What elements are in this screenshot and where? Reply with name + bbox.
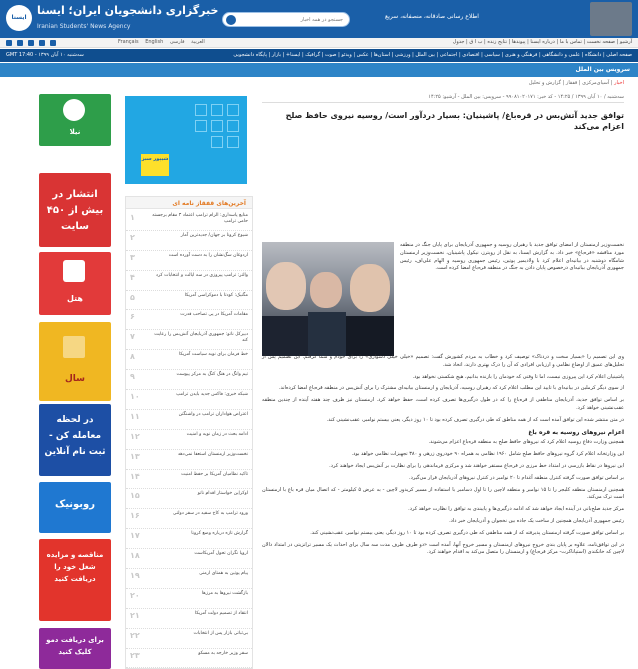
article-paragraph: بر اساس توافق صورت گرفته ارمنستان پذیرفته که از همه مناطقی که طی درگیری تصرف کرده بود تا ۱۰ روز دیگر، یعنی بیستم نوامبر، عقب‌نشینی کند. [310, 529, 624, 536]
decor-square [211, 120, 223, 132]
agency-name-english: Iranian Students' News Agency [37, 23, 131, 30]
item-number: ۱۱ [130, 411, 140, 421]
decor-square [211, 104, 223, 116]
item-number: ۱۴ [130, 471, 140, 481]
sidebar-item-label[interactable]: خط فرمان برای نوبه سیاست آمریکا [178, 352, 248, 358]
sidebar-item-label[interactable]: تیم وانگ در هنگ کنگ به مرکز پیوست [176, 372, 248, 378]
decor-square [211, 136, 223, 148]
sidebar-news-item[interactable] [126, 450, 252, 470]
article-paragraph: در این توافق‌نامه، علاوه بر پایان بندی خروج نیروهای ارمنستان و مسیر خروج آنها، آمده است «دو طرف ظرف مدت سه سال برای احداث یک مسیر ترانزیتی در امتداد دالان لاچین که خانکندی (استپاناکرت- مرکز قره‌باغ) و ارمنستان را متصل می‌کند به اقدام خواهند کرد. [262, 541, 624, 556]
ad-banners [39, 94, 111, 669]
ad-text: روبونیک [54, 499, 96, 510]
item-number: ۶ [130, 312, 135, 322]
ad-text: نیلا [69, 128, 81, 136]
sidebar-news-item[interactable] [126, 609, 252, 629]
sidebar-news-item[interactable] [126, 350, 252, 370]
sidebar-news-item[interactable] [126, 291, 252, 311]
promo-banner[interactable] [125, 96, 247, 184]
sidebar-news-item[interactable] [126, 549, 252, 569]
sidebar-list [126, 211, 252, 668]
search-icon[interactable] [226, 15, 236, 25]
item-number: ۲۲ [130, 630, 140, 640]
hotel-icon [63, 260, 85, 282]
article-paragraph: وی این تصمیم را «بسیار سخت و دردناک» توصیف کرد و خطاب به مردم کشورش گفت: تصمیم «خیلی خیلی دشواری» را برای خودم و شما گرفتم. این تصمیم پس از تحلیل‌های عمیق از اوضاع نظامی و ارزیابی افرادی که آن را درک بهتری دارند، اتخاذ شد. [262, 354, 624, 368]
person-face [350, 264, 390, 312]
person-face [266, 262, 306, 310]
article-paragraph: این وزارتخانه اعلام کرد گروه نیروهای حافظ صلح شامل ۱۹۶۰ نظامی به همراه ۹۰ خودروی زرهی و ۳۸۰ تجهیزات نظامی خواهد بود. [351, 451, 624, 458]
item-number: ۳ [130, 252, 135, 262]
lang-arabic[interactable]: العربية [191, 39, 205, 45]
sidebar-item-label[interactable]: اردوغان سگ‌نشان را به دست آورده است [168, 252, 248, 258]
item-number: ۵ [130, 292, 135, 302]
item-number: ۲ [130, 232, 135, 242]
sidebar-news-item[interactable] [126, 649, 252, 669]
sidebar-item-label[interactable]: بازگشت نیروها به مرزها [201, 590, 248, 596]
social-links [6, 40, 59, 48]
language-bar [0, 38, 638, 48]
ad-text: سال [64, 374, 86, 384]
sidebar-item-label[interactable]: انتقاد از تصمیم دولت آمریکا [194, 610, 248, 616]
item-number: ۱۰ [130, 392, 140, 402]
ad-text: در لحظه معامله کن - ثبت نام آنلاین [44, 415, 106, 457]
article-title: توافق جدید آتش‌بس در قره‌باغ/ پاشینیان: بسیار دردآور است/ روسیه نیروی حافظ صلح اعزام می‌کند [285, 111, 624, 131]
article-paragraph: این نیروها در نقاط بازرسی در امتداد خط مرزی در قره‌باغ مستقر خواهند شد و مرکزی فرماندهی را برای نظارت بر آتش‌بس ایجاد خواهند کرد. [329, 462, 624, 469]
article-paragraph: بر اساس توافق صورت گرفته کنترل منطقه آغدام تا ۲۰ نوامبر در کنترل نیروهای آذربایجان قرار می‌گیرد. [409, 474, 624, 481]
sidebar-item-label[interactable]: اوکراین خواستار اقدام ناتو [197, 491, 248, 497]
sidebar-news-item[interactable] [126, 430, 252, 450]
ad-banner-nila[interactable] [39, 94, 111, 146]
sidebar-item-label[interactable]: اروپا نگران تحول آمریکاست [194, 551, 248, 557]
sidebar-news-item[interactable] [126, 629, 252, 649]
article-lead: نخست‌وزیر ارمنستان از امضای توافق جدید با رهبران روسیه و جمهوری آذربایجان برای پایان جنگ در منطقه مورد مناقشه «قره‌باغ» خبر داد. به گزارش ایسنا، به نقل از رویترز، نیکول پاشینیان، نخست‌وزیر ارمنستان شامگاه دوشنبه در بیانیه‌ای اعلام کرد با ولادیمیر پوتین، رئیس جمهوری روسیه و الهام علی‌اف، رئیس جمهوری آذربایجان بیانیه‌ای درخصوص پایان دادن به جنگ در منطقه قره‌باغ امضا کرده است. [400, 242, 624, 272]
item-number: ۱۸ [130, 551, 140, 561]
sidebar-news-item[interactable] [126, 231, 252, 251]
leader-portrait [590, 2, 632, 36]
item-number: ۱۳ [130, 451, 140, 461]
breadcrumb: اخبار | آسیای‌مرکزی | قفقاز | گزارش و تحلیل [528, 80, 624, 86]
nav-menu[interactable]: صفحه اصلی | دانشگاه | علمی و دانشگاهی | فرهنگی و هنری | سیاسی | اقتصادی | اجتماعی | بین الملل | ورزشی | استان‌ها | عکس | ویدئو | صوت | گرافیک | ایسنا+ | بازار | پایگاه دانشجویی [233, 52, 632, 58]
language-selector [118, 39, 210, 45]
sidebar-item-label[interactable]: دبیرکل ناتو: جمهوری آذربایجان آتش‌بس را رعایت کند [154, 332, 248, 343]
sidebar-item-label[interactable]: نخست‌وزیر ارمنستان استعفا نمی‌دهد [177, 451, 248, 457]
sidebar-news-item[interactable] [126, 370, 252, 390]
instagram-icon[interactable] [28, 40, 34, 46]
item-number: ۲۰ [130, 590, 140, 600]
article-paragraph: همچنین وزارت دفاع روسیه اعلام کرد که نیروهای حافظ صلح به منطقه قره‌باغ اعزام می‌شوند. [428, 439, 624, 446]
latest-news-sidebar [125, 196, 253, 669]
item-number: ۱۲ [130, 431, 140, 441]
isna-logo[interactable]: ایسنا [6, 5, 32, 31]
item-number: ۲۳ [130, 650, 140, 660]
sidebar-news-item[interactable] [126, 509, 252, 529]
section-bar [0, 63, 638, 77]
breadcrumb-current: گزارش و تحلیل [528, 80, 562, 86]
sidebar-item-label[interactable]: ادامه بحث در زمان نوبه و امنیت [186, 431, 248, 437]
sidebar-item-label[interactable]: والتر: ترامپ پیروزی در سه ایالت و انتخابات کرد [155, 272, 248, 278]
section-title[interactable]: سرویس بین الملل [575, 66, 630, 73]
ad-text: انتشار در بیش از ۴۵۰ سایت [46, 189, 104, 232]
article-paragraph: رئیس جمهوری آذربایجان همچنین از ساخت یک جاده بین نخجوان و آذربایجان خبر داد. [449, 517, 624, 524]
sidebar-news-item[interactable] [126, 529, 252, 549]
sidebar-news-item[interactable] [126, 569, 252, 589]
lang-english[interactable]: English [145, 39, 164, 45]
item-number: ۷ [130, 332, 135, 342]
sidebar-news-item[interactable] [126, 470, 252, 490]
agency-name: خبرگزاری دانشجویان ایران؛ ایسنا [37, 4, 219, 17]
ad-text: مناقصه و مزایده شغل خود را دریافت کنید [46, 551, 104, 583]
article [262, 94, 624, 669]
check-icon [63, 99, 85, 121]
article-paragraph: در متن منتشر شده این توافق آمده است که از همه مناطق که طی درگیری تصرف کرده بود تا ۱۰ روز دیگر، یعنی بیستم نوامبر، عقب‌نشینی کند. [326, 416, 624, 423]
sidebar-news-item[interactable] [126, 271, 252, 291]
ad-banner-trade[interactable] [39, 404, 111, 476]
ad-banner-robonic[interactable] [39, 482, 111, 533]
decor-square [227, 104, 239, 116]
decor-square [227, 120, 239, 132]
person-suit [308, 312, 346, 356]
ad-text: برای دریافت دمو کلیک کنید [46, 636, 104, 656]
article-meta: سه‌شنبه / ۱۰ آبان ۱۳۹۹ / ۱۴:۲۵ - کد خبر: ۹۹۰۸۱۰۲۰۱۷۱ - سرویس: بین الملل - آرشیو: ۱۴:۲۵ [262, 94, 624, 103]
sidebar-news-item[interactable] [126, 211, 252, 231]
lang-french[interactable]: Français [118, 39, 139, 45]
decor-square [227, 136, 239, 148]
item-number: ۱۹ [130, 571, 140, 581]
article-paragraph: همچنین ارمنستان منطقه کلبجر را تا ۱۵ نوامبر و منطقه لاچین را تا اول دسامبر با استفاده از مسیر کریدور لاچین - به عرض ۵ کیلومتر - که اتصال میان قره باغ با ارمنستان است ترک می‌کند. [262, 486, 624, 501]
current-date: سه‌شنبه ۱۰ آبان ۱۳۹۹ - GMT 17:40 [6, 52, 84, 58]
item-number: ۲۱ [130, 610, 140, 620]
sidebar-news-item[interactable] [126, 330, 252, 350]
top-links[interactable]: آرشیو | صفحه نخست | تماس با ما | درباره ایسنا | پیوندها | نتایج زنده | ب ا ق | جدول [452, 39, 632, 45]
sidebar-item-label[interactable]: مقامات آمریکا در پی تصاحب قدرت [180, 312, 248, 318]
item-number: ۸ [130, 352, 135, 362]
header-slogan: اطلاع رسانی صادقانه، منصفانه، سریع [385, 13, 479, 20]
item-number: ۱ [130, 213, 135, 222]
search-box[interactable] [222, 12, 350, 27]
person-suit [262, 316, 312, 356]
item-number: ۹ [130, 372, 135, 382]
breadcrumb-item-caucasus[interactable]: قفقاز [565, 80, 578, 86]
article-subheading: اعزام نیروهای روسیه به قره باغ [528, 428, 624, 436]
ad-banner-publish[interactable] [39, 173, 111, 247]
sidebar-item-label[interactable]: شبکه خبری: فاکس جدید بایدن ترامپ [176, 392, 248, 398]
sidebar-item-label[interactable]: پیام پوتین به همتای ارمنی [199, 571, 248, 577]
article-photo [262, 242, 394, 356]
breadcrumb-item-central-asia[interactable]: آسیای‌مرکزی [582, 80, 610, 86]
decor-square [195, 104, 207, 116]
sidebar-title: آخرین‌های قفقاز‌‌ نامه ای [172, 200, 246, 207]
facebook-icon[interactable] [6, 40, 12, 46]
article-paragraph: پاشینیان اعلام کرد این پیروزی نیست، اما تا وقتی که خودمان را بازنده بدانیم، هیچ شکستی نخواهد بود. [412, 373, 624, 380]
sidebar-item-label[interactable]: شیوع کرونا بر جهان/ جدیدترین آمار [180, 232, 248, 238]
sidebar-item-label[interactable]: تاکید نظامیان آمریکا بر حفظ امنیت [181, 471, 248, 477]
item-number: ۱۵ [130, 491, 140, 501]
sidebar-item-label[interactable]: ورود ترامپ به کاخ سفید در سفر دولتی [172, 511, 248, 517]
sidebar-news-item[interactable] [126, 310, 252, 330]
promo-logo: شیپور سبز [141, 154, 169, 176]
decor-square [195, 120, 207, 132]
person-face [310, 272, 342, 308]
ad-text: هتل [67, 294, 83, 303]
article-paragraph: از سوی دیگر کرملین در بیانیه‌ای با تایید این مطلب اعلام کرد که رهبران روسیه، آذربایجان و ارمنستان بیانیه‌ای مشترک را برای آتش‌بس در منطقه قره‌باغ امضا کرده‌اند. [278, 385, 624, 392]
sidebar-news-item[interactable] [126, 589, 252, 609]
sidebar-item-label[interactable]: گزارش تازه درباره وضع کرونا [191, 531, 248, 537]
article-paragraph: بر اساس توافق جدید، آذربایجان مناطقی از قره‌باغ را که در طول درگیری‌ها تصرف کرده است، حفظ خواهد کرد. ارمنستان نیز ظرف چند هفته آینده از چندین منطقه عقب‌نشینی خواهد کرد. [262, 397, 624, 411]
item-number: ۱۷ [130, 531, 140, 541]
main-nav [0, 49, 638, 62]
ad-banner-demo[interactable] [39, 628, 111, 669]
rss-icon[interactable] [50, 40, 56, 46]
sidebar-item-label[interactable]: منابع پاسداری: الزام ترامپ اعتماد ۳ مقام برجسته حامی ترامپ [152, 213, 248, 224]
search-input[interactable] [239, 15, 343, 25]
ad-banner-tender[interactable] [39, 539, 111, 621]
site-header [0, 0, 638, 38]
person-suit [346, 316, 394, 356]
telegram-icon[interactable] [39, 40, 45, 46]
sidebar-item-label[interactable]: مگنیک: کودتا با دموکراسی آمریکا [184, 292, 248, 298]
item-number: ۱۶ [130, 511, 140, 521]
sidebar-item-label[interactable]: سفر وزیر خارجه به مسکو [198, 650, 248, 656]
sidebar-news-item[interactable] [126, 489, 252, 509]
breadcrumb-item-news[interactable]: اخبار [614, 80, 624, 86]
sidebar-item-label[interactable]: بی‌ثباتی بازار پس از انتخابات [193, 630, 248, 636]
sidebar-header [126, 197, 252, 209]
item-number: ۴ [130, 272, 135, 282]
sidebar-item-label[interactable]: اعتراض هواداران ترامپ در واشنگتن [178, 411, 248, 417]
article-paragraph: مرکز جدید صلح‌بانی در آینده ایجاد خواهد شد که ادامه درگیری‌ها و پایبندی به توافق را نظارت خواهد کرد. [408, 506, 624, 513]
sidebar-news-item[interactable] [126, 410, 252, 430]
sidebar-news-item[interactable] [126, 390, 252, 410]
ad-banner-sal[interactable] [39, 322, 111, 401]
sidebar-news-item[interactable] [126, 251, 252, 271]
article-body [262, 354, 624, 561]
ad-banner-hotel[interactable] [39, 252, 111, 315]
twitter-icon[interactable] [17, 40, 23, 46]
building-icon [63, 336, 85, 358]
lang-farsi[interactable]: فارسی [169, 39, 185, 45]
